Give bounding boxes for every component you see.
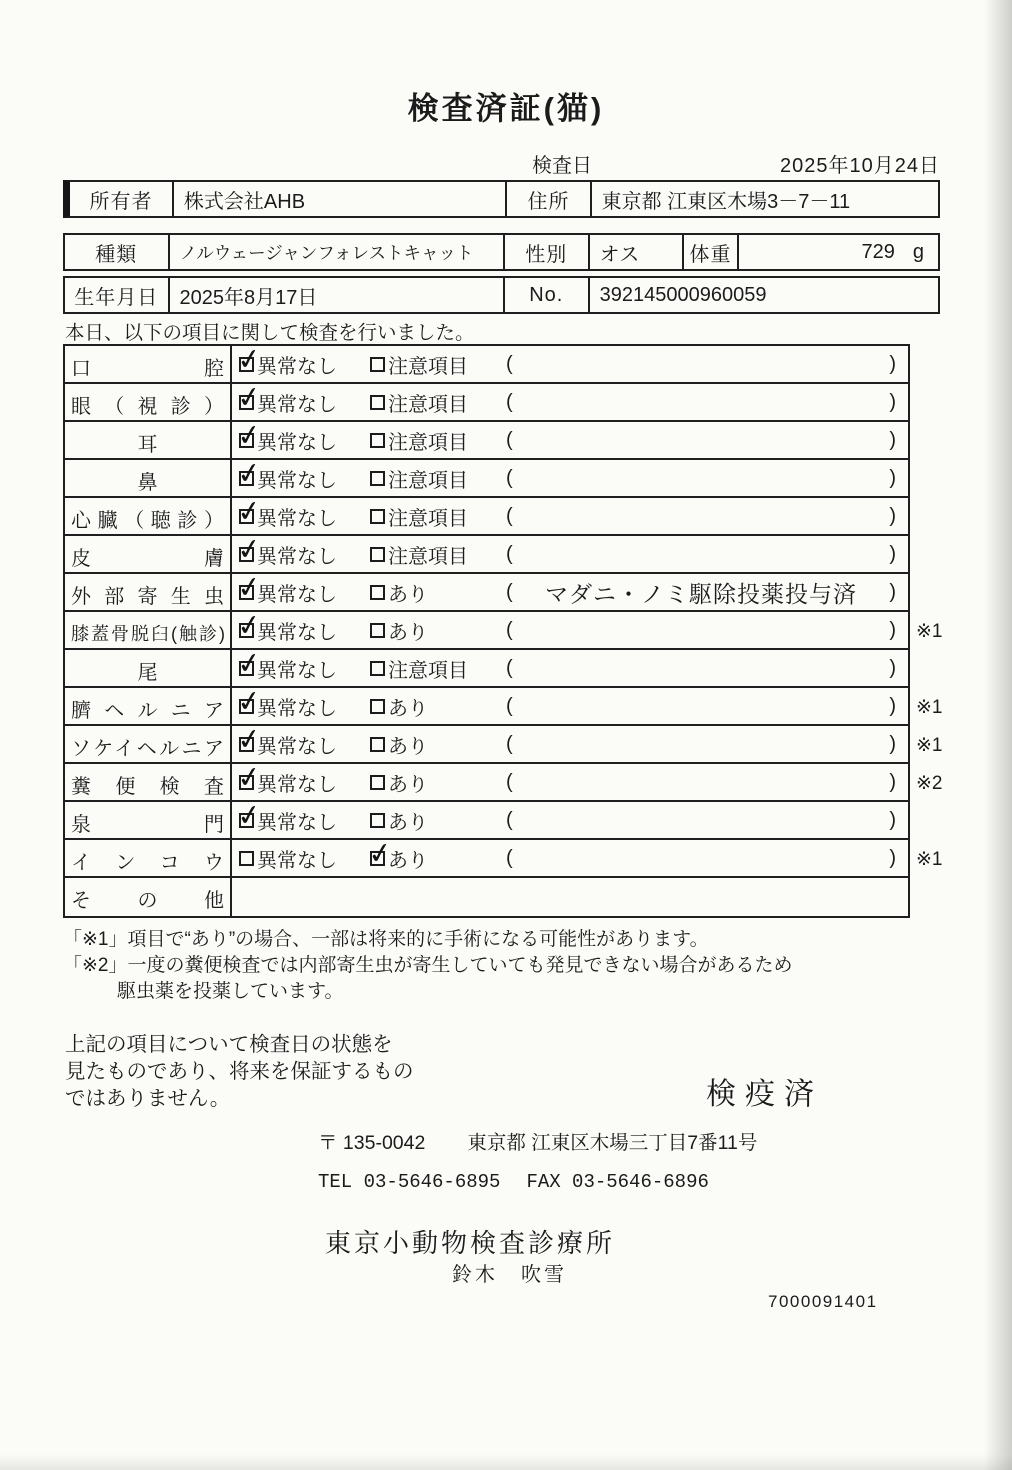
finding-area (506, 695, 908, 718)
veterinarian-name: 鈴木 吹雪 (452, 1264, 567, 1286)
finding-area (506, 505, 908, 528)
checkbox-icon (370, 623, 385, 638)
option-no-abnormality (232, 692, 370, 721)
option-label: 注意項目 (388, 393, 468, 416)
item-label: 臍ヘルニア (65, 688, 232, 724)
checkbox-icon (370, 509, 385, 524)
option-no-abnormality (232, 502, 370, 531)
checkbox-icon (239, 775, 254, 790)
item-content (232, 498, 908, 534)
paren-open: ( (506, 808, 513, 831)
checkbox-icon (370, 737, 385, 752)
checkbox-icon (239, 433, 254, 448)
option-no-abnormality (232, 806, 370, 835)
option-attention (370, 426, 506, 455)
paren-open: ( (506, 352, 513, 375)
page-title: 検査済証(猫) (407, 91, 605, 126)
checklist-row-heart (65, 498, 908, 536)
inspection-date-label: 検査日 (532, 155, 592, 177)
option-label: 注意項目 (388, 469, 468, 492)
inspection-date-row (63, 149, 940, 178)
sex-value: オス (590, 235, 685, 269)
weight-unit: g (912, 240, 924, 263)
disclaimer-line: ではありません。 (65, 1087, 231, 1110)
option-no-abnormality (232, 844, 370, 873)
paren-open: ( (506, 542, 513, 565)
no-label: No. (505, 278, 590, 312)
item-content (232, 650, 908, 686)
option-label: 異常なし (257, 773, 337, 796)
checkbox-icon (370, 813, 385, 828)
checklist-table (63, 344, 943, 918)
option-attention (370, 350, 506, 379)
footnote-mark: ※1 (916, 849, 943, 870)
checkbox-icon (370, 433, 385, 448)
checkbox-icon (370, 661, 385, 676)
checklist-row-umbilical-hernia (65, 688, 943, 726)
intro-text: 本日、以下の項目に関して検査を行いました。 (65, 322, 475, 344)
option-label: 異常なし (257, 355, 337, 378)
address-value: 東京都 江東区木場3－7－11 (601, 190, 851, 213)
finding-area (506, 391, 908, 414)
paren-open: ( (506, 846, 513, 869)
option-attention (370, 464, 506, 493)
weight-label: 体重 (684, 235, 739, 269)
option-label: 異常なし (257, 431, 337, 454)
checkbox-icon (239, 699, 254, 714)
paren-open: ( (506, 580, 513, 603)
item-content (232, 422, 908, 458)
item-label: ソケイヘルニア (65, 726, 232, 762)
footnote-mark: ※1 (916, 697, 943, 718)
option-no-abnormality (232, 654, 370, 683)
checklist-row-skin (65, 536, 908, 574)
paren-close: ) (889, 656, 896, 679)
checkbox-icon (370, 395, 385, 410)
paren-close: ) (889, 352, 896, 375)
paren-open: ( (506, 390, 513, 413)
checkbox-icon (239, 395, 254, 410)
tel-fax-row (318, 1171, 709, 1193)
checkbox-icon (239, 547, 254, 562)
option-no-abnormality (232, 616, 370, 645)
paren-open: ( (506, 504, 513, 527)
paren-close: ) (889, 580, 896, 603)
footnote-2: 「※2」一度の糞便検査では内部寄生虫が寄生していても発見できない場合があるため (63, 955, 793, 976)
checklist-row-cryptorchidism (65, 840, 943, 878)
checkbox-icon (239, 737, 254, 752)
item-content (232, 878, 908, 916)
option-present (370, 806, 506, 835)
option-label: 異常なし (257, 393, 337, 416)
item-label: 皮膚 (65, 536, 232, 572)
checklist-row-inguinal-hernia (65, 726, 943, 764)
option-label: あり (388, 697, 428, 720)
breed-label: 種類 (65, 235, 170, 269)
checkbox-icon (370, 699, 385, 714)
item-content (232, 384, 908, 420)
option-label: あり (388, 811, 428, 834)
item-label: 眼（視診） (65, 384, 232, 420)
birth-label: 生年月日 (65, 278, 170, 312)
checklist-row-patella (65, 612, 943, 650)
checklist-row-eyes (65, 384, 908, 422)
paren-close: ) (889, 390, 896, 413)
checkbox-icon (239, 623, 254, 638)
item-label: インコウ (65, 840, 232, 876)
paren-close: ) (889, 808, 896, 831)
option-present (370, 844, 506, 873)
option-label: 異常なし (257, 545, 337, 568)
option-label: 注意項目 (388, 355, 468, 378)
paren-close: ) (889, 504, 896, 527)
clinic-address-row (318, 1127, 757, 1155)
finding-area (506, 771, 908, 794)
birth-value: 2025年8月17日 (170, 278, 505, 312)
checkbox-icon (239, 509, 254, 524)
finding-area (506, 847, 908, 870)
inspection-date-value: 2025年10月24日 (780, 155, 940, 177)
checklist-row-fontanelle (65, 802, 908, 840)
option-label: 異常なし (257, 849, 337, 872)
weight-value-cell (739, 235, 938, 269)
pet-table (63, 233, 940, 271)
option-present (370, 730, 506, 759)
finding-area (506, 467, 908, 490)
checkbox-icon (370, 585, 385, 600)
no-value: 392145000960059 (599, 283, 767, 306)
option-label: 異常なし (257, 735, 337, 758)
item-content (232, 764, 908, 800)
disclaimer-line: 見たものであり、将来を保証するもの (65, 1060, 414, 1083)
item-label: 外部寄生虫 (65, 574, 232, 610)
item-content (232, 574, 908, 610)
paren-open: ( (506, 428, 513, 451)
option-attention (370, 540, 506, 569)
footnote-mark: ※2 (916, 773, 943, 794)
option-label: 注意項目 (388, 431, 468, 454)
weight-value: 729 (861, 240, 895, 263)
fax-number: FAX 03-5646-6896 (526, 1171, 709, 1193)
finding-area (506, 576, 908, 609)
paren-close: ) (889, 428, 896, 451)
option-label: 異常なし (257, 621, 337, 644)
paren-close: ) (889, 770, 896, 793)
option-present (370, 768, 506, 797)
item-content (232, 840, 908, 876)
paren-close: ) (889, 542, 896, 565)
option-label: あり (388, 849, 428, 872)
finding-text: マダニ・ノミ駆除投薬投与済 (545, 580, 857, 607)
footnote-mark: ※1 (916, 621, 943, 642)
option-no-abnormality (232, 388, 370, 417)
address-label: 住所 (507, 182, 591, 216)
option-no-abnormality (232, 578, 370, 607)
clinic-address: 東京都 江東区木場三丁目7番11号 (467, 1132, 758, 1154)
item-label: 耳 (65, 422, 232, 458)
option-present (370, 616, 506, 645)
option-no-abnormality (232, 730, 370, 759)
checkbox-icon (239, 661, 254, 676)
option-no-abnormality (232, 464, 370, 493)
item-content (232, 688, 908, 724)
option-label: あり (388, 773, 428, 796)
disclaimer (65, 1031, 414, 1112)
breed-value: ノルウェージャンフォレストキャット (170, 235, 505, 269)
item-label: 膝蓋骨脱臼(触診) (65, 612, 232, 648)
option-label: あり (388, 621, 428, 644)
item-label: 鼻 (65, 460, 232, 496)
item-label: 口腔 (65, 346, 232, 382)
finding-area (506, 429, 908, 452)
owner-label: 所有者 (70, 182, 174, 216)
option-label: あり (388, 583, 428, 606)
paren-open: ( (506, 694, 513, 717)
finding-area (506, 619, 908, 642)
option-label: あり (388, 735, 428, 758)
finding-area (506, 657, 908, 680)
checkbox-icon (239, 471, 254, 486)
checklist-row-nose (65, 460, 908, 498)
paren-open: ( (506, 618, 513, 641)
postal-code: 〒 135-0042 (318, 1132, 426, 1154)
footnote-mark: ※1 (916, 735, 943, 756)
sex-label: 性別 (505, 235, 590, 269)
item-label: その他 (65, 878, 232, 916)
finding-area (506, 733, 908, 756)
paren-open: ( (506, 656, 513, 679)
checkbox-icon (370, 471, 385, 486)
paren-close: ) (889, 466, 896, 489)
paren-open: ( (506, 732, 513, 755)
checklist-row-other (65, 878, 908, 916)
item-content (232, 536, 908, 572)
checklist-row-ears (65, 422, 908, 460)
checkbox-icon (370, 775, 385, 790)
option-present (370, 692, 506, 721)
checkbox-icon (239, 851, 254, 866)
item-label: 泉門 (65, 802, 232, 838)
checklist-row-fecal-exam (65, 764, 943, 802)
option-label: 注意項目 (388, 659, 468, 682)
checkbox-icon (370, 357, 385, 372)
checklist-row-external-parasites (65, 574, 908, 612)
option-no-abnormality (232, 426, 370, 455)
tel-number: TEL 03-5646-6895 (318, 1171, 501, 1193)
paren-close: ) (889, 846, 896, 869)
checkbox-icon (239, 813, 254, 828)
finding-area (506, 353, 908, 376)
option-attention (370, 388, 506, 417)
checkbox-icon (239, 585, 254, 600)
option-label: 異常なし (257, 469, 337, 492)
option-label: 異常なし (257, 811, 337, 834)
item-content (232, 726, 908, 762)
option-label: 異常なし (257, 583, 337, 606)
clinic-name: 東京小動物検査診療所 (325, 1228, 616, 1258)
checklist-row-tail (65, 650, 908, 688)
item-content (232, 346, 908, 382)
paren-open: ( (506, 770, 513, 793)
checkbox-icon (370, 851, 385, 866)
footnote-2-continued: 駆虫薬を投薬しています。 (117, 981, 344, 1002)
option-label: 異常なし (257, 507, 337, 530)
option-no-abnormality (232, 540, 370, 569)
option-no-abnormality (232, 768, 370, 797)
option-present (370, 578, 506, 607)
quarantine-stamp: 検疫済 (706, 1078, 823, 1111)
paren-open: ( (506, 466, 513, 489)
checkbox-icon (370, 547, 385, 562)
finding-area (506, 809, 908, 832)
option-label: 異常なし (257, 659, 337, 682)
footnote-1: 「※1」項目で“あり”の場合、一部は将来的に手術になる可能性があります。 (63, 929, 709, 950)
option-label: 異常なし (257, 697, 337, 720)
item-label: 糞便検査 (65, 764, 232, 800)
disclaimer-line: 上記の項目について検査日の状態を (65, 1033, 393, 1056)
checklist-row-oral (65, 346, 908, 384)
paren-close: ) (889, 694, 896, 717)
item-content (232, 460, 908, 496)
option-no-abnormality (232, 350, 370, 379)
item-label: 尾 (65, 650, 232, 686)
owner-value: 株式会社AHB (174, 182, 508, 216)
paren-close: ) (889, 618, 896, 641)
option-label: 注意項目 (388, 507, 468, 530)
serial-number: 7000091401 (768, 1292, 878, 1311)
item-content (232, 802, 908, 838)
owner-table (63, 180, 940, 218)
option-attention (370, 654, 506, 683)
option-attention (370, 502, 506, 531)
item-content (232, 612, 908, 648)
item-label: 心臓（聴診） (65, 498, 232, 534)
option-label: 注意項目 (388, 545, 468, 568)
birth-table (63, 276, 940, 314)
checkbox-icon (239, 357, 254, 372)
paren-close: ) (889, 732, 896, 755)
finding-area (506, 543, 908, 566)
